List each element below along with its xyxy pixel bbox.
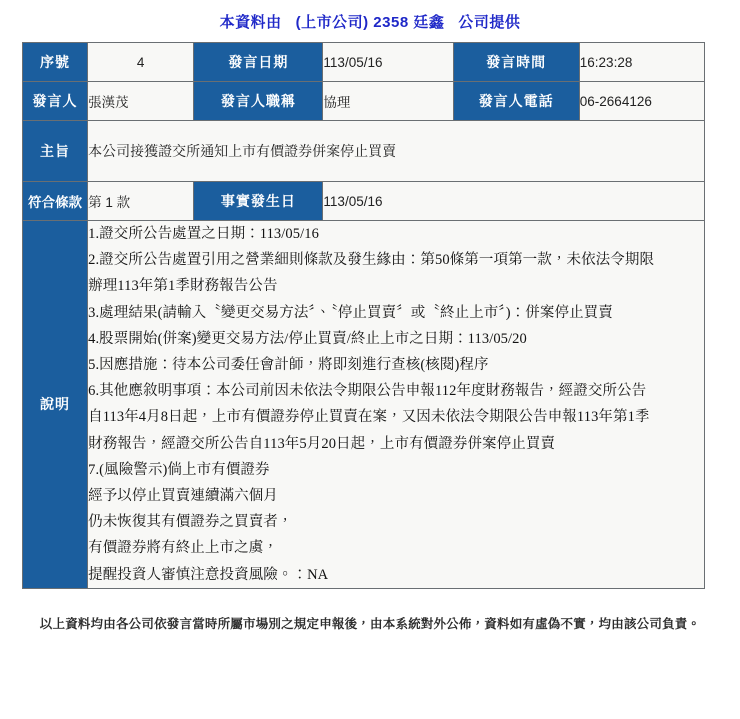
label-spokesperson-phone: 發言人電話	[453, 82, 579, 121]
value-description	[88, 221, 705, 589]
page-title-suffix: 公司提供	[458, 14, 521, 31]
page-title-stock-code: 2358	[373, 14, 409, 31]
label-sequence-number: 序號	[23, 43, 88, 82]
description-line: 財務報告，經證交所公告自113年5月20日起，上市有價證券併案停止買賣	[88, 435, 556, 452]
description-line: 3.處理結果(請輸入〝變更交易方法〞、〝停止買賣〞或〝終止上市〞)：併案停止買賣	[88, 304, 613, 321]
label-spokesperson: 發言人	[23, 82, 88, 121]
description-lines	[88, 221, 704, 588]
label-fact-occurrence-date: 事實發生日	[194, 182, 323, 221]
value-announcement-date: 113/05/16	[323, 43, 453, 82]
value-spokesperson-title: 協理	[323, 82, 453, 121]
description-line: 7.(風險警示)倘上市有價證券	[88, 461, 270, 478]
value-fact-occurrence-date: 113/05/16	[323, 182, 705, 221]
description-line: 自113年4月8日起，上市有價證券停止買賣在案，又因未依法令期限公告申報113年第1季	[88, 409, 650, 426]
description-line: 有價證券將有終止上市之虞，	[88, 540, 278, 557]
value-announcement-time: 16:23:28	[579, 43, 704, 82]
description-line: 1.證交所公告處置之日期：113/05/16	[88, 226, 319, 242]
label-announcement-time: 發言時間	[453, 43, 579, 82]
page-title	[0, 0, 740, 42]
page-title-prefix: 本資料由	[219, 14, 282, 31]
value-spokesperson-phone: 06-2664126	[579, 82, 704, 121]
description-line: 5.因應措施：待本公司委任會計師，將即刻進行查核(核閱)程序	[88, 357, 489, 374]
value-matching-clause: 第 1 款	[88, 182, 194, 221]
label-matching-clause: 符合條款	[23, 182, 88, 221]
description-line: 經予以停止買賣連續滿六個月	[88, 488, 278, 505]
footer-disclaimer: 以上資料均由各公司依發言當時所屬市場別之規定申報後，由本系統對外公佈，資料如有虛偽不實，均由該公司負責。	[39, 616, 701, 631]
page-title-company-name: 廷鑫	[413, 14, 445, 31]
value-subject: 本公司接獲證交所通知上市有價證券併案停止買賣	[88, 121, 705, 182]
announcement-table-container	[22, 42, 705, 589]
label-description: 說明	[23, 221, 88, 589]
table-row	[23, 82, 705, 121]
label-subject: 主旨	[23, 121, 88, 182]
table-row	[23, 121, 705, 182]
description-line: 6.其他應敘明事項：本公司前因未依法令期限公告申報112年度財務報告，經證交所公告	[88, 383, 647, 400]
description-line: 仍未恢復其有價證券之買賣者，	[88, 514, 293, 531]
table-row	[23, 43, 705, 82]
description-line: 辦理113年第1季財務報告公告	[88, 278, 278, 295]
announcement-table	[22, 42, 705, 589]
description-line: 4.股票開始(併案)變更交易方法/停止買賣/終止上市之日期：113/05/20	[88, 330, 527, 347]
table-row	[23, 221, 705, 589]
value-sequence-number: 4	[88, 43, 194, 82]
label-spokesperson-title: 發言人職稱	[194, 82, 323, 121]
label-announcement-date: 發言日期	[194, 43, 323, 82]
description-line: 2.證交所公告處置引用之營業細則條款及發生緣由：第50條第一項第一款，未依法令期限	[88, 252, 655, 269]
page-title-market: (上市公司)	[295, 14, 369, 31]
value-spokesperson: 張漢茂	[88, 82, 194, 121]
table-row	[23, 182, 705, 221]
description-line: 提醒投資人審慎注意投資風險。：NA	[88, 566, 329, 583]
